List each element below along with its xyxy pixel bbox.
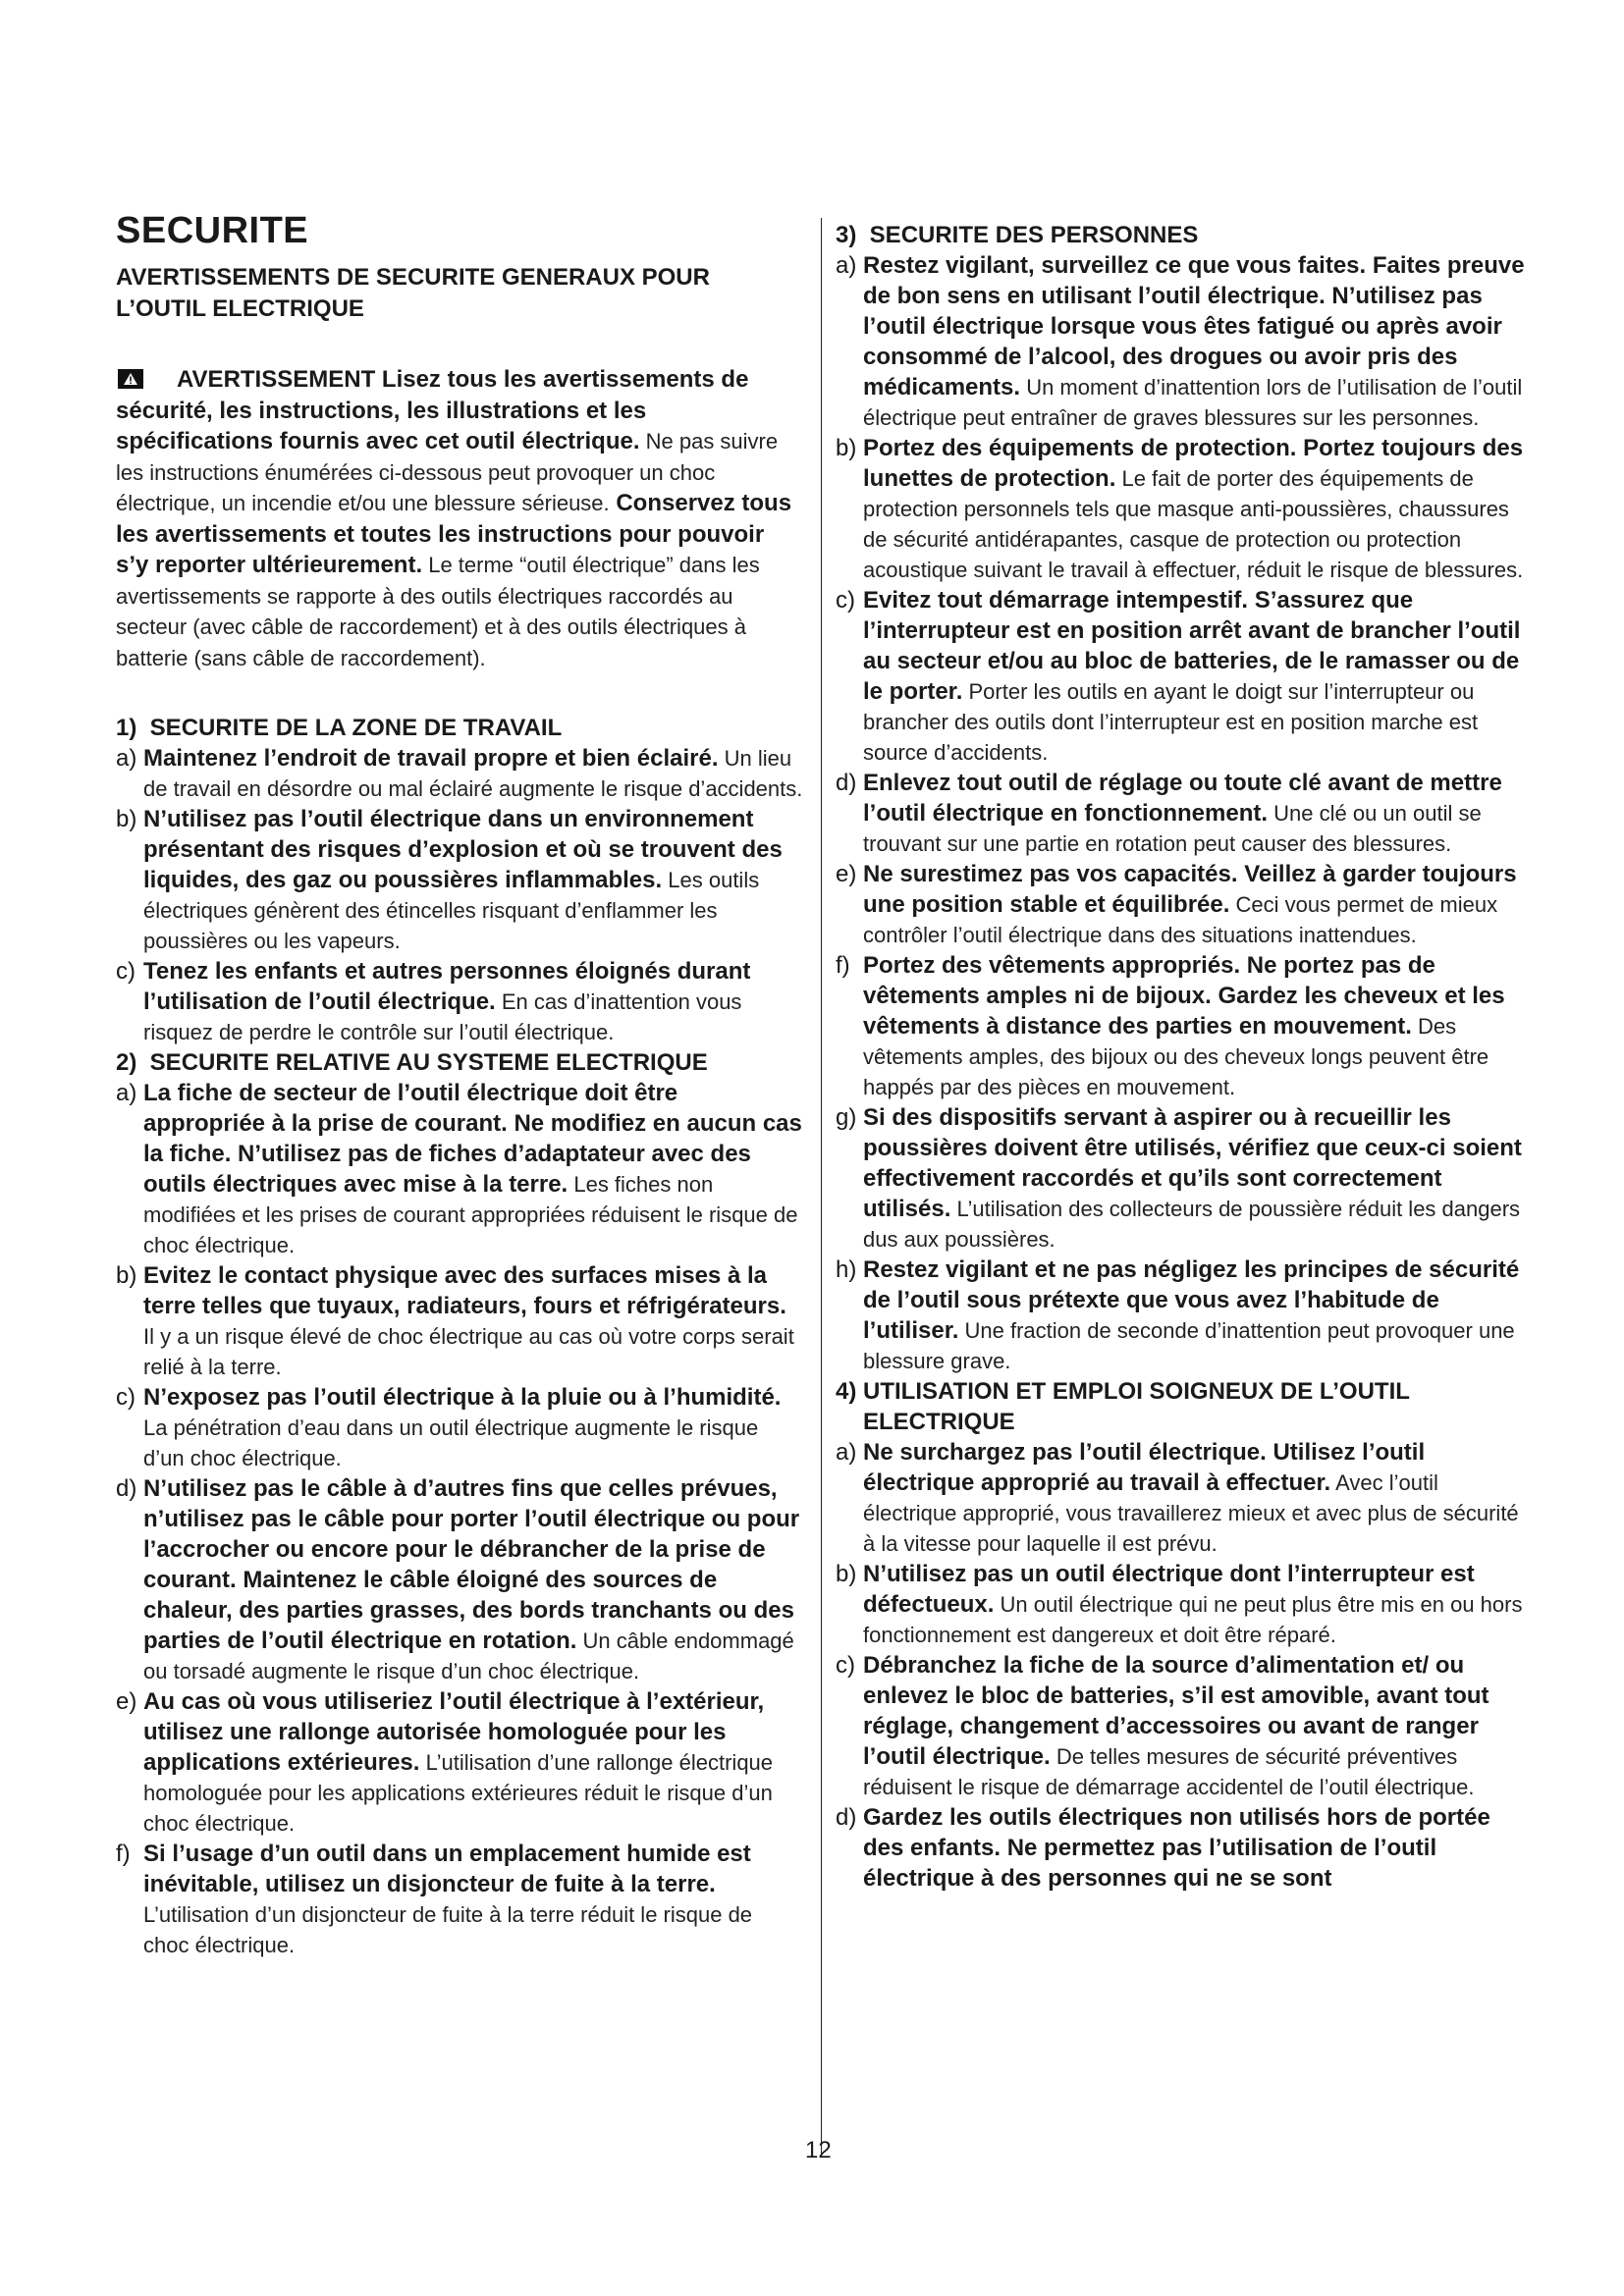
page-subtitle: AVERTISSEMENTS DE SECURITE GENERAUX POUR L’OUTIL ELECTRIQUE	[116, 264, 710, 322]
list-item: b) N’utilisez pas un outil électrique dont l’interrupteur est défectueux. Un outil électrique qui ne peut plus être mis en ou hors fonctionnement est dangereux et doit être réparé.	[836, 1561, 1523, 1647]
list-item: c) Débranchez la fiche de la source d’alimentation et/ ou enlevez le bloc de batteries, s’il est amovible, avant tout réglage, changement d’accessoires ou avant de ranger l’outil électrique. De telles mesures de sécurité préventives réduisent le risque de démarrage accidentel de l’outil électrique.	[836, 1652, 1489, 1799]
list-item: d) Gardez les outils électriques non utilisés hors de portée des enfants. Ne permettez pas l’utilisation de l’outil électrique à des personnes qui ne se sont	[836, 1804, 1490, 1892]
section-heading-2: 2) SECURITE RELATIVE AU SYSTEME ELECTRIQUE	[116, 1049, 708, 1076]
column-divider	[821, 218, 822, 2158]
list-item: c) N’exposez pas l’outil électrique à la pluie ou à l’humidité. La pénétration d’eau dans un outil électrique augmente le risque d’un choc électrique.	[116, 1384, 782, 1470]
list-item: f) Portez des vêtements appropriés. Ne portez pas de vêtements amples ni de bijoux. Gardez les cheveux et les vêtements à distance des parties en mouvement. Des vêtements amples, des bijoux ou des cheveux longs peuvent être happés par des pièces en mouvement.	[836, 952, 1505, 1099]
warning-bold-2: Conservez tous les avertissements et toutes les instructions pour pouvoir s’y reporter ultérieurement.	[116, 490, 792, 578]
list-item: a) Ne surchargez pas l’outil électrique. Utilisez l’outil électrique approprié au travail à effectuer. Avec l’outil électrique approprié, vous travaillerez mieux et avec plus de sécurité à la vitesse pour laquelle il est prévu.	[836, 1439, 1519, 1556]
section-heading-3: 3) SECURITE DES PERSONNES	[836, 222, 1199, 248]
warning-text-2: Le terme “outil électrique” dans les avertissements se rapporte à des outils électriques raccordés au secteur (avec câble de raccordement) et à des outils électriques à batterie (sans câble de raccordement).	[116, 553, 760, 670]
list-item: b) Portez des équipements de protection. Portez toujours des lunettes de protection. Le fait de porter des équipements de protection personnels tels que masque anti-poussières, chaussures de sécurité antidérapantes, casque de protection ou protection acoustique suivant le travail à effectuer, réduit le risque de blessures.	[836, 435, 1524, 582]
list-item: g) Si des dispositifs servant à aspirer ou à recueillir les poussières doivent être utilisés, vérifiez que ceux-ci soient effectivement raccordés et qu’ils sont correctement utilisés. L’utilisation des collecteurs de poussière réduit les dangers dus aux poussières.	[836, 1104, 1522, 1252]
warning-bold-1: AVERTISSEMENT Lisez tous les avertissements de sécurité, les instructions, les illustrations et les spécifications fournis avec cet outil électrique.	[116, 366, 749, 454]
list-item: d) N’utilisez pas le câble à d’autres fins que celles prévues, n’utilisez pas le câble pour porter l’outil électrique ou pour l’accrocher ou encore pour le débrancher de la prise de courant. Maintenez le câble éloigné des sources de chaleur, des parties grasses, des bords tranchants ou des parties de l’outil électrique en rotation. Un câble endommagé ou torsadé augmente le risque d’un choc électrique.	[116, 1475, 800, 1683]
section-heading-1: 1) SECURITE DE LA ZONE DE TRAVAIL	[116, 715, 563, 741]
list-item: a) Maintenez l’endroit de travail propre et bien éclairé. Un lieu de travail en désordre ou mal éclairé augmente le risque d’accidents.	[116, 745, 803, 801]
list-item: a) La fiche de secteur de l’outil électrique doit être appropriée à la prise de courant. Ne modifiez en aucun cas la fiche. N’utilisez pas de fiches d’adaptateur avec des outils électriques avec mise à la terre. Les fiches non modifiées et les prises de courant appropriées réduisent le risque de choc électrique.	[116, 1080, 802, 1257]
section-heading-4: 4) UTILISATION ET EMPLOI SOIGNEUX DE L’OUTIL ELECTRIQUE	[836, 1378, 1410, 1435]
list-item: h) Restez vigilant et ne pas négligez les principes de sécurité de l’outil sous prétexte que vous avez l’habitude de l’utiliser. Une fraction de seconde d’inattention peut provoquer une blessure grave.	[836, 1256, 1520, 1373]
general-warning	[116, 364, 803, 673]
right-column	[836, 220, 1531, 1894]
list-item: b) Evitez le contact physique avec des surfaces mises à la terre telles que tuyaux, radiateurs, fours et réfrigérateurs. Il y a un risque élevé de choc électrique au cas où votre corps serait relié à la terre.	[116, 1262, 794, 1379]
list-item: c) Tenez les enfants et autres personnes éloignés durant l’utilisation de l’outil électrique. En cas d’inattention vous risquez de perdre le contrôle sur l’outil électrique.	[116, 958, 751, 1044]
warning-text-1: Ne pas suivre les instructions énumérées ci-dessous peut provoquer un choc électrique, un incendie et/ou une blessure sérieuse.	[116, 429, 779, 515]
page-title: SECURITE	[116, 210, 309, 251]
list-item: a) Restez vigilant, surveillez ce que vous faites. Faites preuve de bon sens en utilisant l’outil électrique. N’utilisez pas l’outil électrique lorsque vous êtes fatigué ou après avoir consommé de l’alcool, des drogues ou avoir pris des médicaments. Un moment d’inattention lors de l’utilisation de l’outil électrique peut entraîner de graves blessures sur les personnes.	[836, 252, 1525, 430]
list-item: e) Au cas où vous utiliseriez l’outil électrique à l’extérieur, utilisez une rallonge autorisée homologuée pour les applications extérieures. L’utilisation d’une rallonge électrique homologuée pour les applications extérieures réduit le risque d’un choc électrique.	[116, 1688, 774, 1836]
list-item: d) Enlevez tout outil de réglage ou toute clé avant de mettre l’outil électrique en fonctionnement. Une clé ou un outil se trouvant sur une partie en rotation peut causer des blessures.	[836, 770, 1502, 856]
page-number: 12	[805, 2137, 832, 2163]
list-item: b) N’utilisez pas l’outil électrique dans un environnement présentant des risques d’explosion et où se trouvent des liquides, des gaz ou poussières inflammables. Les outils électriques génèrent des étincelles risquant d’enflammer les poussières ou les vapeurs.	[116, 806, 783, 953]
list-item: f) Si l’usage d’un outil dans un emplacement humide est inévitable, utilisez un disjoncteur de fuite à la terre. L’utilisation d’un disjoncteur de fuite à la terre réduit le risque de choc électrique.	[116, 1841, 753, 1957]
list-item: c) Evitez tout démarrage intempestif. S’assurez que l’interrupteur est en position arrêt avant de brancher l’outil au secteur et/ou au bloc de batteries, de le ramasser ou de le porter. Porter les outils en ayant le doigt sur l’interrupteur ou brancher des outils dont l’interrupteur est en position marche est source d’accidents.	[836, 587, 1521, 765]
list-item: e) Ne surestimez pas vos capacités. Veillez à garder toujours une position stable et équilibrée. Ceci vous permet de mieux contrôler l’outil électrique dans des situations inattendues.	[836, 861, 1517, 947]
left-column	[116, 210, 803, 1960]
warning-triangle-icon	[118, 369, 143, 389]
